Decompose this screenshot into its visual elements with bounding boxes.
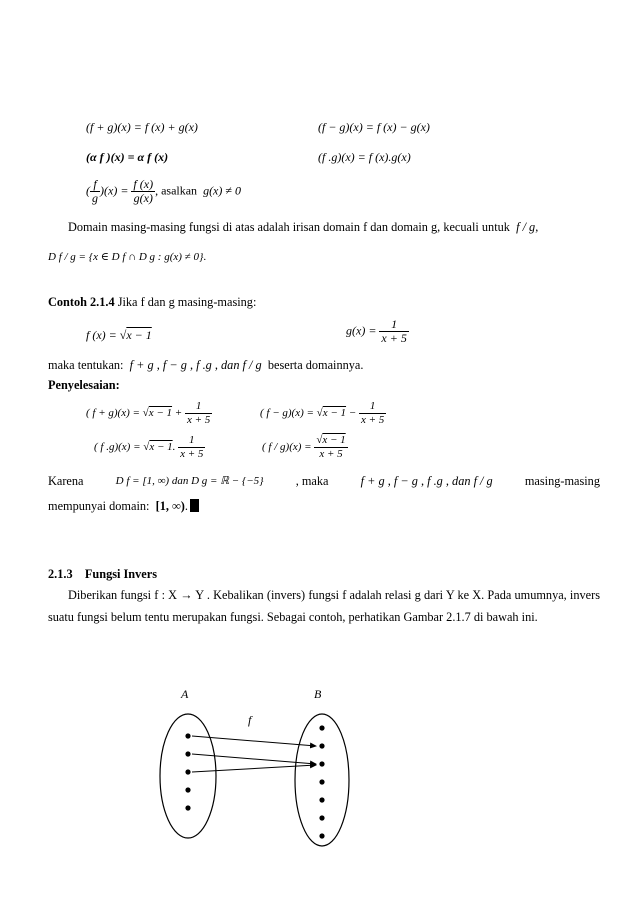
solution-quot: ( f / g)(x) = $\frac{√x - 1}{x + 5}$ (262, 434, 346, 460)
point-b7 (319, 833, 324, 838)
set-a-ellipse (160, 714, 216, 838)
formula-quotient: ( $\frac{f}{g}$ )(x) = $\frac{f (x)}{g(x)}$ , asalkan g(x) ≠ 0 (86, 177, 241, 205)
solution-sum: ( f + g)(x) = √x − 1 + $\frac{1}{x + 5}$ (86, 400, 211, 426)
conclusion-line1: Karena D f = [1, ∞) dan D g = ℝ − {−5} , maka f + g , f − g , f .g , dan f / g masing-masing (48, 474, 600, 488)
set-a-points (185, 733, 190, 810)
example-task: maka tentukan: f + g , f − g , f .g , dan f / g beserta domainnya. (48, 358, 364, 372)
formula-prod: (f .g)(x) = f (x).g(x) (318, 150, 411, 164)
point-a2 (185, 751, 190, 756)
section-heading: 2.1.3 Fungsi Invers (48, 567, 157, 581)
section-paragraph: Diberikan fungsi f : X → Y . Kebalikan (invers) fungsi f adalah relasi g dari Y ke X. Pada umumnya, invers suatu fungsi belum tentu merupakan fungsi. Sebagai contoh, perhatikan Gambar 2.1.7 di bawah ini. (48, 588, 600, 624)
set-b-label: B (314, 687, 322, 701)
conclusion-line2: mempunyai domain: [1, ∞). (48, 499, 199, 514)
point-b1 (319, 725, 324, 730)
domain-set-definition: D f / g = {x ∈ D f ∩ D g : g(x) ≠ 0}. (48, 251, 207, 263)
set-a-label: A (181, 687, 189, 701)
map-f-label: f (248, 713, 252, 727)
formula-diff: (f − g)(x) = f (x) − g(x) (318, 120, 430, 134)
point-a4 (185, 787, 190, 792)
arrow-a3-b3 (192, 765, 316, 772)
solution-prod: ( f .g)(x) = √x − 1. $\frac{1}{x + 5}$ (94, 434, 204, 460)
point-a5 (185, 805, 190, 810)
point-a1 (185, 733, 190, 738)
formula-sum: (f + g)(x) = f (x) + g(x) (86, 120, 198, 134)
point-b3 (319, 761, 324, 766)
point-b4 (319, 779, 324, 784)
example-f-definition: f (x) = √x − 1 (86, 328, 152, 342)
solution-heading: Penyelesaian: (48, 378, 120, 392)
domain-paragraph: Domain masing-masing fungsi di atas adalah irisan domain f dan domain g, kecuali untuk f / g, (68, 220, 539, 234)
point-b6 (319, 815, 324, 820)
mapping-diagram (150, 680, 370, 850)
example-heading: Contoh 2.1.4 Jika f dan g masing-masing: (48, 295, 257, 309)
point-a3 (185, 769, 190, 774)
point-b5 (319, 797, 324, 802)
example-g-definition: g(x) = $\frac{1}{x + 5}$ (346, 317, 407, 345)
qed-box-icon (190, 499, 199, 512)
set-b-points (319, 725, 324, 838)
solution-diff: ( f − g)(x) = √x − 1 − $\frac{1}{x + 5}$ (260, 400, 385, 426)
formula-scalar: (α f )(x) = α f (x) (86, 150, 169, 164)
point-b2 (319, 743, 324, 748)
